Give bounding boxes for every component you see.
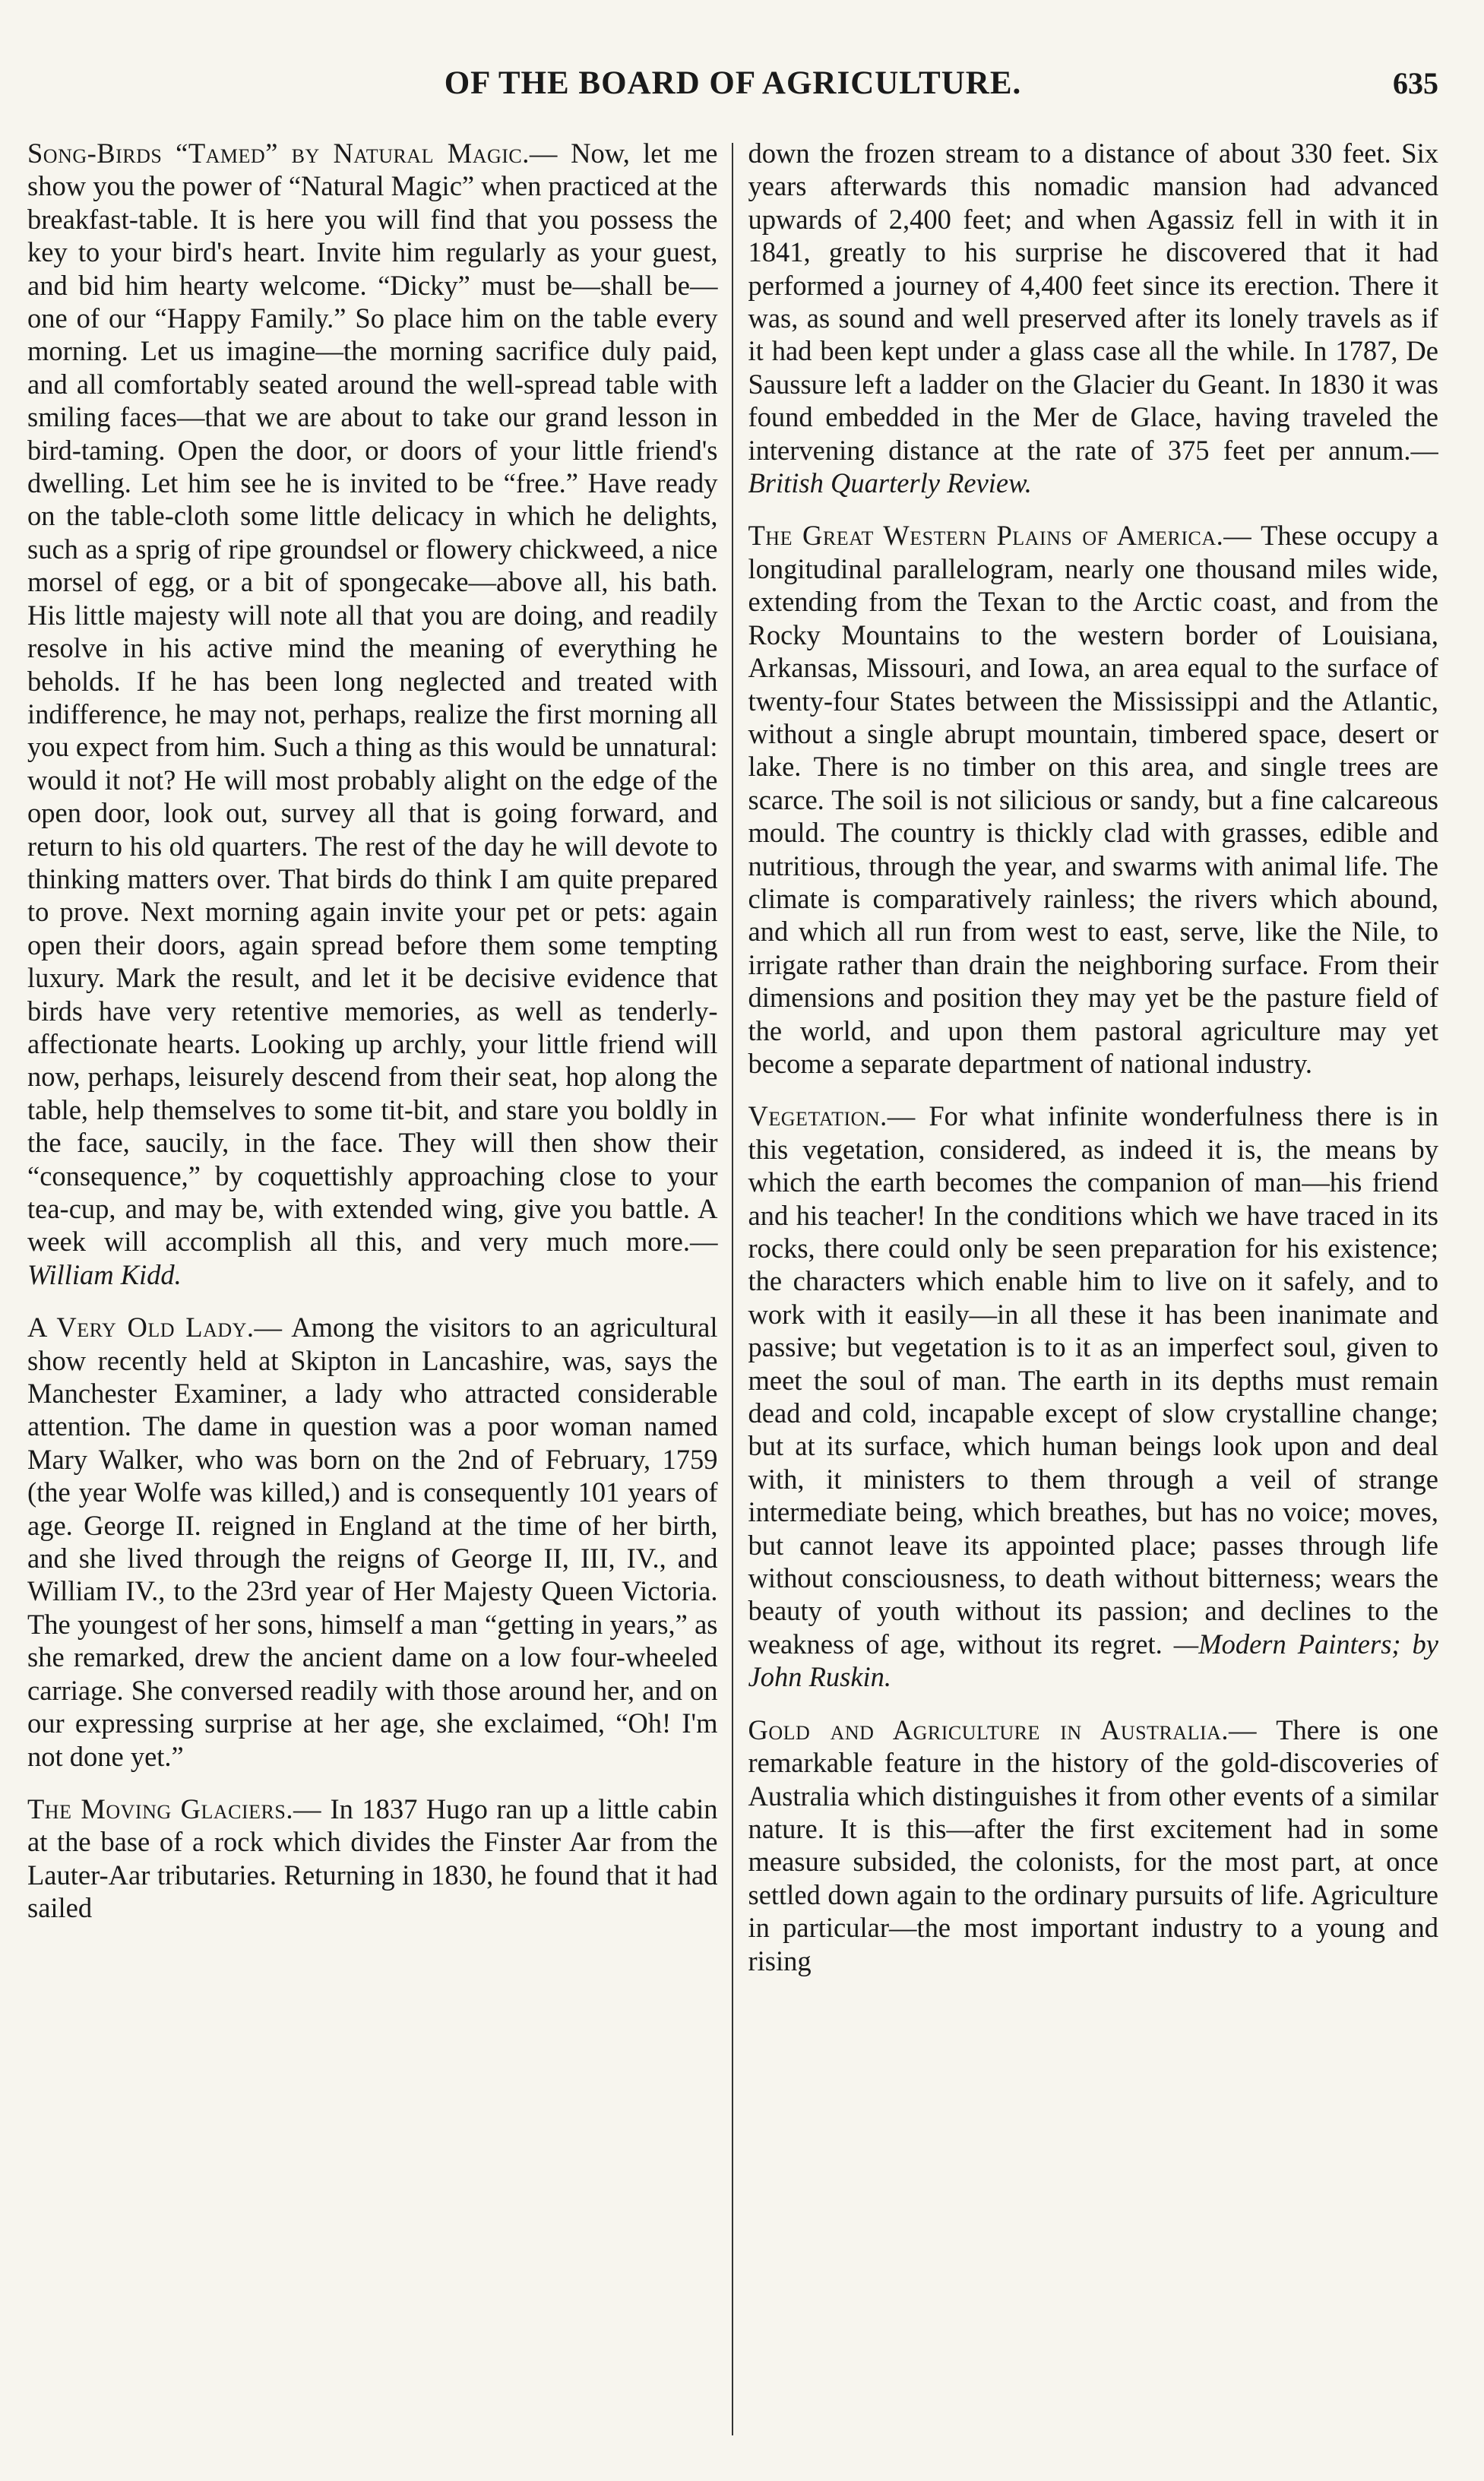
article-heading: The Great Western Plains of America.— bbox=[748, 520, 1252, 552]
article-heading: Song-Birds “Tamed” by Natural Magic.— bbox=[27, 138, 558, 169]
article-vegetation bbox=[748, 1100, 1439, 1693]
left-column bbox=[27, 137, 732, 2435]
article-heading: A Very Old Lady.— bbox=[27, 1312, 283, 1343]
article-heading: The Moving Glaciers.— bbox=[27, 1793, 321, 1824]
article-signature: —Modern Painters; by John Ruskin. bbox=[748, 1628, 1438, 1693]
article-body: These occupy a longitudinal parallelogram, nearly one thousand miles wide, extending from the Texan to the Arctic coast, and from the Rocky Mountains to the western border of Louisiana, Arkansas, Missouri, and Iowa, an area equal to the surface of twenty-four States between the Mississippi and the Atlantic, without a single abrupt mountain, timbered space, desert or lake. There is no timber on this area, and single trees are scarce. The soil is not silicious or sandy, but a fine calcareous mould. The country is thickly clad with grasses, edible and nutritious, through the year, and swarms with animal life. The climate is comparatively rainless; the rivers which abound, and which all run from west to east, serve, like the Nile, to irrigate rather than drain the neighboring surface. From their dimensions and position they may yet be the pasture field of the world, and upon them pastoral agriculture may yet become a separate department of national industry. bbox=[748, 520, 1438, 1079]
article-signature: William Kidd. bbox=[27, 1258, 182, 1290]
article-glaciers-continued bbox=[748, 137, 1439, 499]
article-great-plains bbox=[748, 519, 1439, 1080]
page-number: 635 bbox=[1393, 66, 1438, 100]
article-body: In 1837 Hugo ran up a little cabin at the base of a rock which divides the Finster Aar from the Lauter-Aar tributaries. Returning in 1830, he found that it had sailed bbox=[27, 1793, 718, 1924]
article-old-lady bbox=[27, 1311, 718, 1773]
article-body: There is one remarkable feature in the history of the gold-discoveries of Australia which distinguishes it from other events of a similar nature. It is this—after the first excitement had in some measure subsided, the colonists, for the most part, at once settled down again to the ordinary pursuits of life. Agriculture in particular—the most important industry to a young and rising bbox=[748, 1714, 1438, 1976]
article-body: Among the visitors to an agricultural show recently held at Skipton in Lancashire, was, says the Manchester Examiner, a lady who attracted considerable attention. The dame in question was a poor woman named Mary Walker, who was born on the 2nd of February, 1759 (the year Wolfe was killed,) and is consequently 101 years of age. George II. reigned in England at the time of her birth, and she lived through the reigns of George II, III, IV., and William IV., to the 23rd year of Her Majesty Queen Victoria. The youngest of her sons, himself a man “getting in years,” as she remarked, drew the ancient dame on a low four-wheeled carriage. She conversed readily with those around her, and on our expressing surprise at her age, she exclaimed, “Oh! I'm not done yet.” bbox=[27, 1312, 718, 1772]
article-body: For what infinite wonderfulness there is in this vegetation, considered, as indeed it is, the means by which the earth becomes the companion of man—his friend and his teacher! In the conditions which we have traced in its rocks, there could only be seen preparation for his existence; the characters which enable him to live on it safely, and to work with it easily—in all these it has been inanimate and passive; but vegetation is to it as an imperfect soul, given to meet the soul of man. The earth in its depths must remain dead and cold, incapable except of slow crystalline change; but at its surface, which human beings look upon and deal with, it ministers to them through a veil of strange intermediate being, which breathes, but has no voice; moves, but cannot leave its appointed place; passes through life without consciousness, to death without bitterness; wears the beauty of youth without its passion; and declines to the weakness of age, without its regret. bbox=[748, 1100, 1438, 1660]
article-signature: British Quarterly Review. bbox=[748, 467, 1032, 499]
article-song-birds bbox=[27, 137, 718, 1291]
article-moving-glaciers bbox=[27, 1793, 718, 1925]
article-body: down the frozen stream to a distance of about 330 feet. Six years afterwards this nomadic mansion had advanced upwards of 2,400 feet; and when Agassiz fell in with it in 1841, greatly to his surprise he discovered that it had performed a journey of 4,400 feet since its erection. There it was, as sound and well preserved after its lonely travels as if it had been kept under a glass case all the while. In 1787, De Saussure left a ladder on the Glacier du Geant. In 1830 it was found embedded in the Mer de Glace, having traveled the intervening distance at the rate of 375 feet per annum.— bbox=[748, 138, 1438, 466]
article-body: Now, let me show you the power of “Natural Magic” when practiced at the breakfast-table. It is here you will find that you possess the key to your bird's heart. Invite him regularly as your guest, and bid him hearty welcome. “Dicky” must be—shall be—one of our “Happy Family.” So place him on the table every morning. Let us imagine—the morning sacrifice duly paid, and all comfortably seated around the well-spread table with smiling faces—that we are about to take our grand lesson in bird-taming. Open the door, or doors of your little friend's dwelling. Let him see he is invited to be “free.” Have ready on the table-cloth some little delicacy in which he delights, such as a sprig of ripe groundsel or flowery chickweed, a nice morsel of egg, or a bit of spongecake—above all, his bath. His little majesty will note all that you are doing, and readily resolve in his active mind the meaning of everything he beholds. If he has been long neglected and treated with indifference, he may not, perhaps, realize the first morning all you expect from him. Such a thing as this would be unnatural: would it not? He will most probably alight on the edge of the open door, look out, survey all that is going forward, and return to his old quarters. The rest of the day he will devote to thinking matters over. That birds do think I am quite prepared to prove. Next morning again invite your pet or pets: again open their doors, again spread before them some tempting luxury. Mark the result, and let it be decisive evidence that birds have very retentive memories, as well as tenderly-affectionate hearts. Looking up archly, your little friend will now, perhaps, leisurely descend from their seat, hop along the table, help themselves to some tit-bit, and stare you boldly in the face, saucily, in the face. They will then show their “consequence,” by coquettishly approaching close to your tea-cup, and may be, with extended wing, give you battle. A week will accomplish all this, and very much more.— bbox=[27, 138, 718, 1258]
article-heading: Gold and Agriculture in Australia.— bbox=[748, 1714, 1258, 1745]
text-columns bbox=[27, 137, 1438, 2435]
article-heading: Vegetation.— bbox=[748, 1100, 916, 1132]
right-column bbox=[733, 137, 1439, 2435]
running-header bbox=[27, 53, 1438, 114]
running-title: OF THE BOARD OF AGRICULTURE. bbox=[444, 65, 1022, 101]
article-gold-agriculture bbox=[748, 1714, 1439, 1977]
